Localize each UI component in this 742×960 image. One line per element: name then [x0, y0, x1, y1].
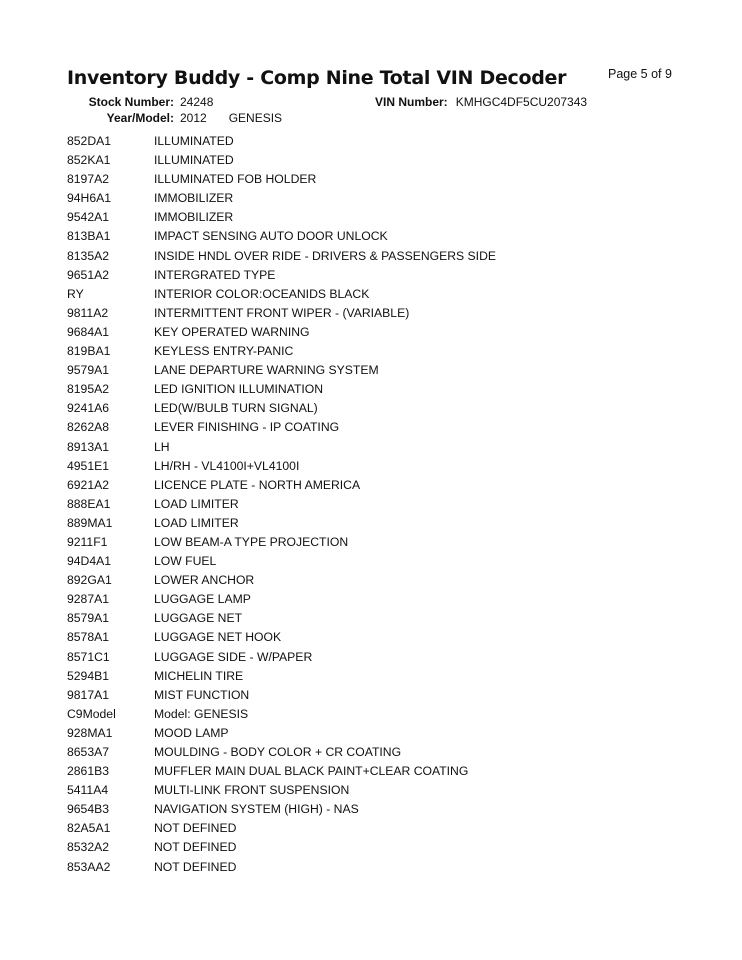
option-description: KEY OPERATED WARNING — [154, 324, 310, 339]
option-code: 9817A1 — [67, 687, 110, 702]
option-code: 94H6A1 — [67, 191, 112, 206]
option-description: LOAD LIMITER — [154, 515, 239, 530]
option-code: 8578A1 — [67, 630, 110, 645]
list-item — [67, 495, 707, 514]
option-description: INTERMITTENT FRONT WIPER - (VARIABLE) — [154, 305, 410, 320]
list-item — [67, 819, 707, 838]
list-item — [67, 247, 707, 266]
option-description: NAVIGATION SYSTEM (HIGH) - NAS — [154, 802, 359, 817]
option-description: KEYLESS ENTRY-PANIC — [154, 344, 294, 359]
list-item — [67, 800, 707, 819]
list-item — [67, 743, 707, 762]
vin-number-value: KMHGC4DF5CU207343 — [455, 95, 588, 109]
option-description: LED IGNITION ILLUMINATION — [154, 382, 324, 397]
option-description: LOAD LIMITER — [154, 496, 239, 511]
list-item — [67, 686, 707, 705]
list-item — [67, 342, 707, 361]
list-item — [67, 762, 707, 781]
option-description: NOT DEFINED — [154, 859, 237, 874]
stock-number-value: 24248 — [180, 95, 214, 109]
list-item — [67, 514, 707, 533]
list-item — [67, 418, 707, 437]
option-code: 8197A2 — [67, 172, 110, 187]
option-description: LH — [154, 439, 170, 454]
option-description: MOULDING - BODY COLOR + CR COATING — [154, 745, 402, 759]
option-code: RY — [67, 286, 84, 301]
option-description: NOT DEFINED — [154, 840, 237, 855]
option-code: 82A5A1 — [67, 821, 111, 836]
option-code: 9241A6 — [67, 401, 110, 416]
option-code: 8579A1 — [67, 611, 110, 626]
option-code: 9684A1 — [67, 324, 110, 339]
option-description: LED(W/BULB TURN SIGNAL) — [154, 401, 318, 416]
option-code: 5411A4 — [67, 783, 109, 798]
option-code: 4951E1 — [67, 458, 110, 473]
model-value: GENESIS — [228, 111, 283, 125]
option-description: LOWER ANCHOR — [154, 573, 255, 588]
list-item — [67, 361, 707, 380]
option-code: 892GA1 — [67, 573, 112, 588]
option-description: LUGGAGE NET HOOK — [154, 630, 282, 645]
option-code: 8913A1 — [67, 439, 110, 454]
list-item — [67, 628, 707, 647]
option-description: LOW BEAM-A TYPE PROJECTION — [154, 534, 349, 549]
option-description: LUGGAGE SIDE - W/PAPER — [154, 649, 313, 664]
list-item — [67, 838, 707, 857]
list-item — [67, 285, 707, 304]
option-description: LUGGAGE LAMP — [154, 592, 251, 607]
option-code: 888EA1 — [67, 496, 111, 511]
option-code: 9811A2 — [67, 305, 109, 320]
list-item — [67, 724, 707, 743]
option-code: 853AA2 — [67, 859, 111, 874]
list-item — [67, 170, 707, 189]
option-code: 9579A1 — [67, 363, 110, 378]
option-description: IMMOBILIZER — [154, 210, 234, 225]
option-description: LOW FUEL — [154, 554, 217, 569]
option-description: INTERGRATED TYPE — [154, 267, 276, 282]
list-item — [67, 208, 707, 227]
option-description: MIST FUNCTION — [154, 687, 250, 702]
option-code: 889MA1 — [67, 515, 113, 530]
option-description: MICHELIN TIRE — [154, 668, 244, 683]
list-item — [67, 667, 707, 686]
option-description: LUGGAGE NET — [154, 611, 243, 626]
list-item — [67, 227, 707, 246]
list-item — [67, 438, 707, 457]
option-description: LH/RH - VL4100I+VL4100I — [154, 458, 300, 473]
option-code: 9287A1 — [67, 592, 110, 607]
option-description: MOOD LAMP — [154, 725, 229, 740]
list-item — [67, 571, 707, 590]
option-description: LICENCE PLATE - NORTH AMERICA — [154, 477, 361, 492]
list-item — [67, 399, 707, 418]
option-description: LANE DEPARTURE WARNING SYSTEM — [154, 363, 379, 378]
year-model-label: Year/Model: — [106, 111, 174, 125]
option-code-list — [67, 132, 707, 877]
list-item — [67, 457, 707, 476]
list-item — [67, 189, 707, 208]
option-description: INTERIOR COLOR:OCEANIDS BLACK — [154, 286, 370, 301]
option-description: MULTI-LINK FRONT SUSPENSION — [154, 783, 350, 798]
list-item — [67, 552, 707, 571]
option-code: 9211F1 — [67, 534, 108, 549]
option-code: C9Model — [67, 706, 116, 721]
option-description: INSIDE HNDL OVER RIDE - DRIVERS & PASSENGERS SIDE — [154, 248, 496, 263]
option-description: ILLUMINATED — [154, 153, 234, 168]
option-description: IMMOBILIZER — [154, 191, 234, 206]
list-item — [67, 858, 707, 877]
vin-number-label: VIN Number: — [375, 95, 448, 109]
option-description: ILLUMINATED FOB HOLDER — [154, 172, 317, 187]
list-item — [67, 266, 707, 285]
option-code: 9542A1 — [67, 210, 110, 225]
list-item — [67, 705, 707, 724]
option-code: 5294B1 — [67, 668, 110, 683]
option-description: ILLUMINATED — [154, 134, 234, 148]
option-code: 6921A2 — [67, 477, 110, 492]
list-item — [67, 304, 707, 323]
year-value: 2012 — [180, 111, 207, 125]
option-code: 852KA1 — [67, 153, 111, 168]
option-code: 8262A8 — [67, 420, 110, 435]
list-item — [67, 781, 707, 800]
option-code: 928MA1 — [67, 725, 113, 740]
option-code: 819BA1 — [67, 344, 111, 359]
option-code: 8653A7 — [67, 745, 110, 759]
option-description: LEVER FINISHING - IP COATING — [154, 420, 340, 435]
option-code: 8571C1 — [67, 649, 110, 664]
list-item — [67, 609, 707, 628]
option-code: 813BA1 — [67, 229, 111, 244]
list-item — [67, 380, 707, 399]
year-model-line — [67, 111, 282, 125]
option-description: Model: GENESIS — [154, 706, 249, 721]
option-code: 2861B3 — [67, 764, 110, 779]
option-description: IMPACT SENSING AUTO DOOR UNLOCK — [154, 229, 388, 244]
option-code: 852DA1 — [67, 134, 112, 148]
list-item — [67, 533, 707, 552]
option-code: 8195A2 — [67, 382, 110, 397]
option-code: 8532A2 — [67, 840, 110, 855]
page-title: Inventory Buddy - Comp Nine Total VIN Decoder — [67, 67, 567, 89]
option-code: 9654B3 — [67, 802, 110, 817]
list-item — [67, 476, 707, 495]
page-number: Page 5 of 9 — [608, 67, 672, 81]
list-item — [67, 590, 707, 609]
option-description: NOT DEFINED — [154, 821, 237, 836]
stock-number-line — [67, 95, 213, 109]
option-code: 8135A2 — [67, 248, 110, 263]
list-item — [67, 323, 707, 342]
list-item — [67, 648, 707, 667]
list-item — [67, 151, 707, 170]
list-item — [67, 132, 707, 151]
stock-number-label: Stock Number: — [88, 95, 174, 109]
option-code: 9651A2 — [67, 267, 110, 282]
vin-number-line — [375, 95, 587, 109]
option-code: 94D4A1 — [67, 554, 112, 569]
option-description: MUFFLER MAIN DUAL BLACK PAINT+CLEAR COATING — [154, 764, 469, 779]
